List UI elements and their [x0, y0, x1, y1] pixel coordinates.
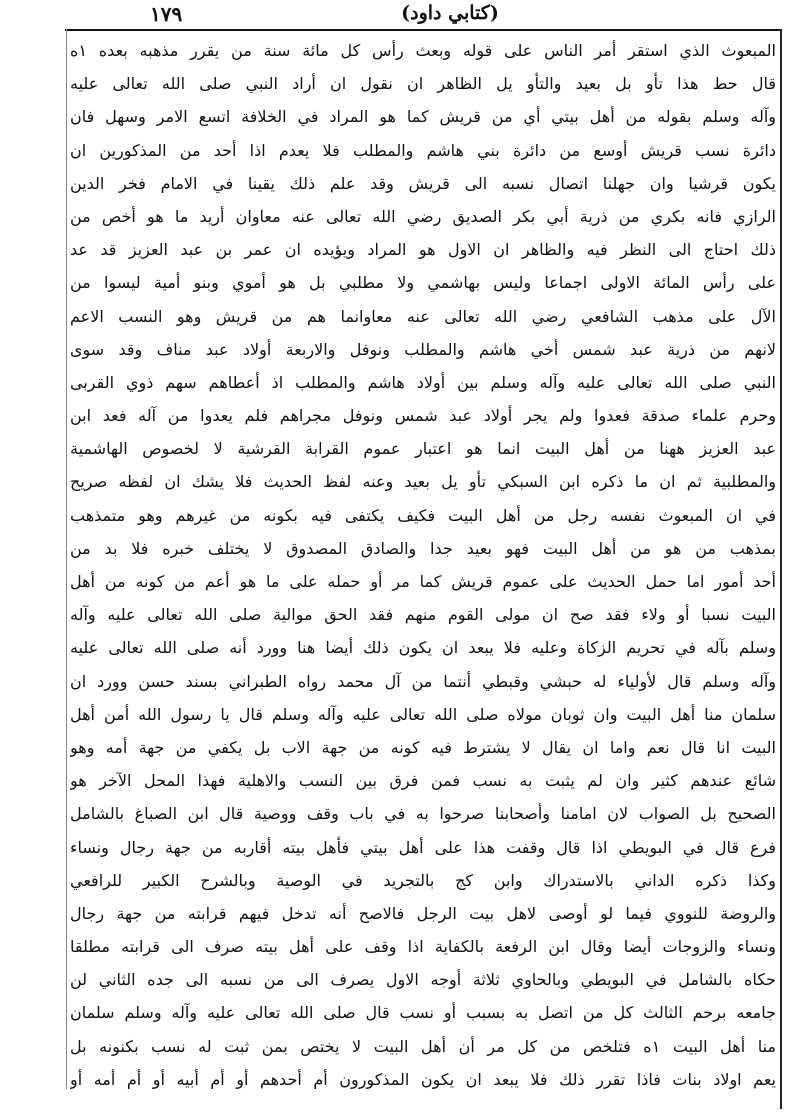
text-line: والمطلبية ثم ان ما ذكره ابن السبكي تأو يل بعيد وعنه لفظ الحديث فلا يشك ان لفظه صريح [70, 472, 776, 492]
frame-right-border [780, 29, 782, 1109]
text-line: عبد العزيز ههنا من أهل البيت انما هو اعتبار عموم القرابة القرشية لا لخصوص الهاشمية [70, 439, 776, 459]
text-line: البيت نسبا أو ولاء فقد صح ان مولى القوم منهم فقد الحق موالية صلى الله تعالى عليه وآله [70, 605, 776, 625]
text-line: الآل على مذهب الشافعي رضي الله تعالى عنه معاوانما هم من قريش وهو النسب الاعم [70, 306, 776, 326]
text-line: المبعوث الذي استقر أمر الناس على قوله وبعث رأس كل مائة سنة من يقرر مذهبه بعده ١ه [70, 41, 776, 60]
text-line: والروضة للنووي فيما لو أوصى لاهل بيت الرجل فالاصح أنه تدخل فيهم قرابته من جهة رجال [70, 903, 776, 923]
text-line: يعم اولاد بنات فاذا تقرر ذلك فلا يبعد ان يكون المذكورون أم أحدهم أو أم أبيه أو أم أمه أو [70, 1069, 776, 1089]
text-line: لانهم من ذرية عبد شمس أخي هاشم والمطلب ونوفل والاربعة أولاد عبد مناف وقد سوى [70, 339, 776, 359]
frame-left-border [66, 29, 67, 1089]
text-line: البيت انا قال نعم واما ان يقال لا يشترط فيه كونه من جهة الاب بل يكفي من جهة أمه وهو [70, 737, 776, 757]
text-line: الصحيح بل الصواب لان امامنا وأصحابنا صرحوا به في باب وقف ووصية قال ابن الصباغ بالشامل [70, 804, 776, 824]
text-line: وحرم علماء صدقة فعدوا ولم يجر أولاد عبد شمس ونوفل مجراهم فلم يعدوا من آله فعد ابن [70, 406, 776, 426]
header-rule [65, 29, 781, 31]
text-line: الرازي فانه بكري من ذرية أبي بكر الصديق رضي الله تعالى عنه معاوان أريد ما هو أخص من [70, 206, 776, 226]
running-head: (كتابي داود) [401, 2, 499, 24]
text-line: شائع عندهم كثير وان لم يثبت به نسب فمن فرق بين النسب والاهلية فهذا المحل الآخر هو [70, 771, 776, 791]
text-line: على رأس المائة الاولى اجماعا وليس بهاشمي ولا مطلبي بل هو أموي وبنو أمية ليسوا من [70, 273, 776, 293]
text-line: وسلم بآله في تحريم الزكاة وعليه فلا يبعد ان يكون ذلك أيضا هنا وورد أنه صلى الله تعالى عليه [70, 638, 776, 658]
text-line: وآله وسلم بقوله من أهل بيتي أي من قريش كما هو المراد في الخلافة اتسع الامر وسهل فان [70, 107, 776, 127]
page-header [80, 0, 780, 32]
text-line: سلمان منا أهل البيت وان ثوبان مولاه صلى الله تعالى عليه وآله وسلم قال يا رسول الله أمن أهل [70, 704, 776, 724]
text-line: في ان المبعوث نفسه رجل من أهل البيت فكيف يكتفى فيه بكونه من غيرهم وهو متمذهب [70, 505, 776, 525]
text-line: ذلك احتاج الى النظر فيه والظاهر ان الاول هو المراد ويؤيده ان عمر بن عبد العزيز قد عد [70, 240, 776, 260]
text-line: جامعه برحم الثالث كل من اتصل به بسبب أو نسب قال صلى الله تعالى عليه وآله وسلم سلمان [70, 1003, 776, 1023]
text-line: حكاه بالشامل في البويطي وبالحاوي ثلاثة أوجه الاول يصرف الى من نسبه الى جده الثاني لن [70, 970, 776, 990]
page-number: ١٧٩ [150, 2, 183, 26]
text-line: وآله وسلم قال لأولياء له حبشي وقبطي أنتما من آل محمد رواه الطبراني بسند حسن وورد ان [70, 671, 776, 691]
text-line: ونساء والزوجات أيضا وقال ابن الرفعة بالكفاية اذا وقف على أهل بيته صرف الى قرابته مطلقا [70, 937, 776, 957]
text-line: فرع قال في البويطي اذا قال وقفت هذا على أهل بيتي فأهل بيته أقاربه من جهة رجال ونساء [70, 837, 776, 857]
text-line: دائرة نسب قريش أوسع من دائرة بني هاشم والمطلب فلا يعدم اذا أحد من المذكورين ان [70, 140, 776, 160]
text-line: النبي صلى الله تعالى عليه وآله وسلم بين أولاد هاشم والمطلب اذ أعطاهم سهم ذوي القربى [70, 372, 776, 392]
text-line: منا أهل البيت ١ه فتلخص من كل مر أن أهل البيت لا يختص بمن ثبت له نسب بكنونه بل [70, 1036, 776, 1056]
text-line: أحد أمور اما حمل الحديث على عموم قريش كما مر أو حمله على ما هو أعم من كونه من أهل [70, 572, 776, 591]
text-line: يكون قرشيا وان جهلنا اتصال نسبه الى قريش وقد علم ذلك يقينا في الامام فخر الدين [70, 173, 776, 193]
text-line: وكذا ذكره الداني بالاستدراك وابن كج بالتجريد في الوصية وبالشرح الكبير للرافعي [70, 870, 776, 890]
text-line: بمذهب من هو من أهل البيت فهو بعيد جدا والصادق المصدوق لا يختلف خبره فلا بد من [70, 538, 776, 558]
body-text [70, 34, 776, 1106]
text-line: قال حط هذا تأو بل بعيد والتأو يل الظاهر ان نقول ان أراد النبي صلى الله تعالى عليه [70, 74, 776, 94]
